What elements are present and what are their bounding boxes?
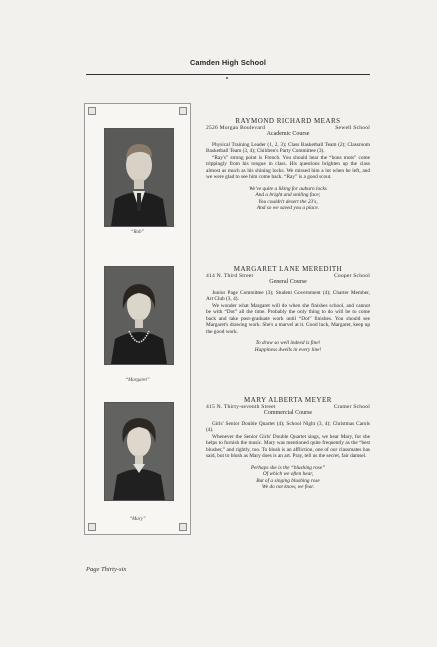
verse-line: Happiness dwells in every line! <box>254 346 322 353</box>
verse-line: And so we saved you a place. <box>256 205 320 211</box>
photo-caption: “Rob” <box>130 230 145 235</box>
former-school: Cramer School <box>333 403 370 410</box>
verse-line: Of which we often hear, <box>262 471 314 477</box>
student-name: MARGARET LANE MEREDITH <box>233 265 343 273</box>
senior-entry <box>206 266 370 353</box>
corner-ornament <box>179 107 187 115</box>
biography <box>206 290 370 336</box>
description: We wonder what Margaret will do when she finishes school, and cannot be with “Dot” all the time. Probably the only thing to do will be to come back and take post-graduate work until “Dot” finishes. You should see Margaret's drawing work. She's a marvel at it. Good luck, Margaret, keep up the good work. <box>206 302 370 335</box>
portrait-photo-raymond <box>104 128 174 227</box>
description: Whenever the Senior Girls' Double Quartet sings, we hear Mary, for she helps to furnish the music. Mary was mentioned quite frequently as the “best blusher,” and rightly, too. To blush is an affliction, one of our classmates has said, but to blush as Mary does is an art. Pray, tell us the secret, fair damsel. <box>206 433 370 459</box>
verse-line: Perhaps she is the “blushing rose” <box>250 464 326 471</box>
street-address: 2526 Morgan Boulevard <box>206 124 266 131</box>
verse-line: We do not know, we fear. <box>261 484 315 490</box>
photo-caption: “Margaret” <box>125 378 150 383</box>
verse-line: You couldn't desert the 23's, <box>258 198 318 205</box>
portrait-photo-mary <box>104 402 174 501</box>
verse-line: To draw so well indeed is fine! <box>255 340 321 346</box>
student-name: RAYMOND RICHARD MEARS <box>235 117 341 125</box>
biography <box>206 142 370 181</box>
header-rule <box>86 74 370 75</box>
page-header: Camden High School <box>189 58 267 67</box>
activities: Junior Page Committee (3); Student Government (4); Charter Member, Art Club (3, 4). <box>206 289 370 302</box>
corner-ornament <box>179 523 187 531</box>
student-name: MARY ALBERTA MEYER <box>244 396 332 404</box>
street-address: 415 N. Thirty-seventh Street <box>206 403 276 410</box>
activities: Physical Training Leader (1, 2, 3); Class Basketball Team (2); Classroom Basketball Team (3, 4); Children's Party Committee (3). <box>206 141 370 154</box>
course-name: Academic Course <box>266 131 310 137</box>
verse <box>206 186 370 212</box>
verse <box>206 465 370 491</box>
verse-line: And a bright and smiling face; <box>255 192 321 198</box>
verse-line: We've quite a liking for auburn locks <box>249 185 327 192</box>
senior-entry <box>206 118 370 212</box>
verse-line: But of a singing blushing rose <box>256 477 320 484</box>
biography <box>206 421 370 460</box>
portrait-photo-margaret <box>104 266 174 365</box>
activities: Girls' Senior Double Quartet (4); School Night (3, 4); Christmas Carols (4). <box>206 420 370 433</box>
page-number: Page Thirty-six <box>86 566 127 573</box>
photo-panel <box>84 103 191 535</box>
course-name: Commercial Course <box>263 410 313 416</box>
senior-entry <box>206 397 370 491</box>
verse <box>206 340 370 353</box>
header-ornament <box>226 77 228 79</box>
course-name: General Course <box>269 279 307 285</box>
former-school: Sewell School <box>335 124 370 131</box>
description: “Ray's” strong point is French. You should hear the “bons mots” come trippingly from his tongue in class. His questions brighten up the class almost as much as his shining locks. We missed him a lot when he left, and we were glad to see him come back. “Ray” is a good scout. <box>206 154 370 180</box>
photo-caption: “Mary” <box>129 517 146 522</box>
former-school: Cooper School <box>333 272 370 279</box>
corner-ornament <box>88 523 96 531</box>
street-address: 414 N. Third Street <box>206 272 254 279</box>
corner-ornament <box>88 107 96 115</box>
